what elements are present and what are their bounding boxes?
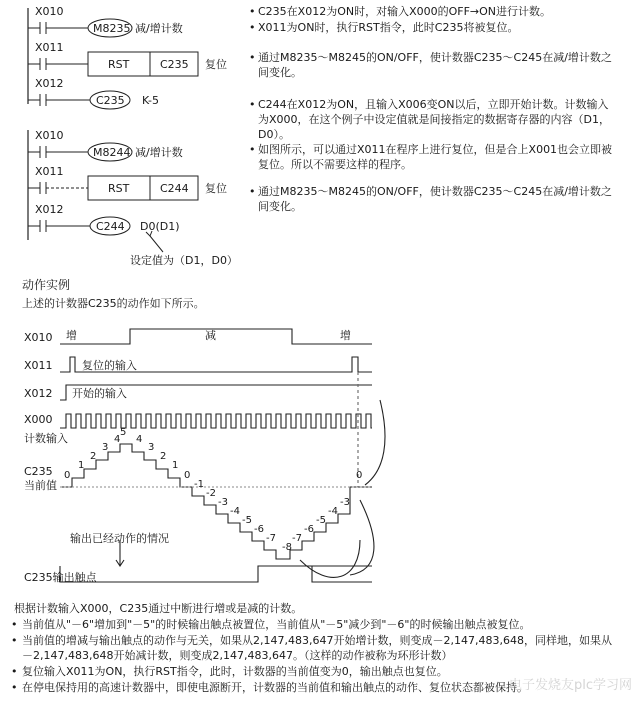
count-value-label: -6 <box>304 524 314 535</box>
count-value-label: 5 <box>120 427 127 438</box>
timing-output-acted: 输出已经动作的情况 <box>70 532 169 545</box>
timing-start-input: 开始的输入 <box>72 387 127 400</box>
ladder-x010-1: X010 <box>35 5 64 18</box>
ladder-m8244: M8244 <box>93 146 131 159</box>
ladder-m8244-label: 减/增计数 <box>135 146 183 159</box>
bottom-intro: 根据计数输入X000，C235通过中断进行增或是减的计数。 <box>14 602 303 615</box>
timing-current-value: 当前值 <box>24 479 57 492</box>
watermark: 电子发烧友plc学习网 <box>508 678 632 693</box>
ladder-c244-coil: C244 <box>96 220 125 233</box>
count-value-label: 1 <box>78 460 85 471</box>
timing-x010: X010 <box>24 331 53 344</box>
count-value-label: 2 <box>90 451 97 462</box>
count-value-label: 0 <box>64 470 71 481</box>
count-value-label: -5 <box>316 515 326 526</box>
count-value-label: 0 <box>184 470 191 481</box>
bottom-bullet-3: • 复位输入X011为ON，执行RST指令，此时，计数器的当前值变为0，输出触点也复位。 <box>11 665 448 678</box>
count-value-label: 3 <box>148 442 155 453</box>
count-value-label: 4 <box>114 434 121 445</box>
count-value-label: -6 <box>254 524 264 535</box>
bottom-bullet-1: • 当前值从"－6"增加到"－5"的时候输出触点被置位，当前值从"－5"减少到"－6"的时候输出触点被复位。 <box>11 618 531 631</box>
timing-down-label: 减 <box>205 329 216 342</box>
ladder-m8235-label: 减/增计数 <box>135 22 183 35</box>
timing-c235-output: C235输出触点 <box>24 571 97 584</box>
count-value-label: 0 <box>356 470 363 481</box>
section-intro: 上述的计数器C235的动作如下所示。 <box>22 297 205 310</box>
timing-x011: X011 <box>24 359 53 372</box>
note-5: • 如图所示，可以通过X011在程序上进行复位，但是合上X001也会立即被复位。所以不需要这样的程序。 <box>249 143 613 171</box>
count-value-label: -2 <box>206 488 216 499</box>
ladder-c235-coil: C235 <box>96 94 125 107</box>
bottom-bullet-4: • 在停电保持用的高速计数器中，即使电源断开，计数器的当前值和输出触点的动作、复位状态都被保持。 <box>11 681 528 694</box>
ladder-rst-1: RST <box>108 58 130 71</box>
note-2: • X011为ON时，执行RST指令，此时C235将被复位。 <box>249 21 519 34</box>
section-title: 动作实例 <box>22 278 71 292</box>
ladder-x011-2: X011 <box>35 165 64 178</box>
timing-c235: C235 <box>24 465 53 478</box>
count-value-label: -7 <box>292 533 302 544</box>
ladder-x010-2: X010 <box>35 129 64 142</box>
count-value-label: -3 <box>340 497 350 508</box>
count-value-label: 3 <box>102 442 109 453</box>
ladder-reset-label-2: 复位 <box>205 182 227 195</box>
ladder-x012-2: X012 <box>35 203 64 216</box>
count-value-label: -4 <box>328 506 338 517</box>
count-value-label: -3 <box>218 497 228 508</box>
ladder-d-operand: D0(D1) <box>140 220 180 233</box>
ladder-c244-box: C244 <box>160 182 189 195</box>
ladder-x012-1: X012 <box>35 77 64 90</box>
timing-reset-input: 复位的输入 <box>82 359 137 372</box>
ladder-rst-2: RST <box>108 182 130 195</box>
timing-up-label: 增 <box>66 329 77 342</box>
count-value-label: 4 <box>136 434 143 445</box>
count-value-label: -5 <box>242 515 252 526</box>
bottom-bullet-2: • 当前值的增减与输出触点的动作与无关，如果从2,147,483,647开始增计数，则变成－2,147,483,648，同样地，如果从－2,147,483,648开始减计数，则变成2,147,483,647。（这样的动作被称为环形计数） <box>11 634 612 662</box>
timing-count-input: 计数输入 <box>24 432 68 445</box>
ladder-m8235: M8235 <box>93 22 131 35</box>
timing-x000: X000 <box>24 413 53 426</box>
count-value-label: 1 <box>172 460 179 471</box>
count-value-label: -8 <box>282 542 292 553</box>
note-6: • 通过M8235～M8245的ON/OFF，使计数器C235～C245在减/增计数之间变化。 <box>249 185 612 213</box>
note-4: • C244在X012为ON，且输入X006变ON以后，立即开始计数。计数输入为X000，在这个例子中设定值就是间接指定的数据寄存器的内容（D1，D0）。 <box>249 98 610 141</box>
timing-up2-label: 增 <box>340 329 351 342</box>
timing-x012: X012 <box>24 387 53 400</box>
ladder-c235-box: C235 <box>160 58 189 71</box>
note-3: • 通过M8235～M8245的ON/OFF，使计数器C235～C245在减/增计数之间变化。 <box>249 51 612 79</box>
ladder-x011-1: X011 <box>35 41 64 54</box>
count-value-label: -7 <box>266 533 276 544</box>
ladder-k-value: K-5 <box>142 94 160 107</box>
count-value-label: -1 <box>194 479 204 490</box>
ladder-reset-label-1: 复位 <box>205 58 227 71</box>
count-value-label: 2 <box>160 451 167 462</box>
count-value-label: -4 <box>230 506 240 517</box>
note-1: • C235在X012为ON时，对输入X000的OFF→ON进行计数。 <box>249 5 552 18</box>
ladder-set-value-label: 设定值为（D1，D0） <box>130 254 238 267</box>
